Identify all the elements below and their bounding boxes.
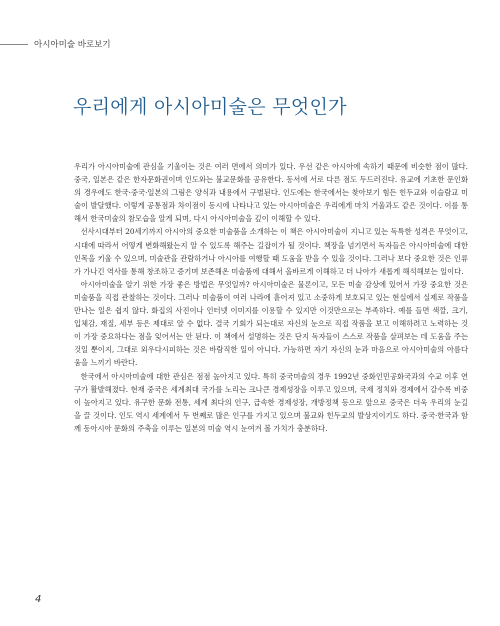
paragraph: 우리가 아시아미술에 관심을 기울이는 것은 여러 면에서 의미가 있다. 우선 같은 아시아에 속하기 때문에 비슷한 점이 많다. 중국, 일본은 같은 한자문화권이며 인도와는 불교문화를 공유한다. 동서에 서로 다른 점도 두드러진다. 유교에 기초한 문인화의 경우에도 한국·중국·일본의 그림은 양식과 내용에서 구별된다. 인도에는 한국에서는 찾아보기 힘든 힌두교와 이슬람교 미술이 발달했다. 이렇게 공통점과 차이점이 동시에 나타나고 있는 아시아미술은 우리에게 마치 거울과도 같은 것이다. 이를 통해서 한국미술의 참모습을 알게 되며, 다시 아시아미술을 깊이 이해할 수 있다. [74,162,468,224]
paragraph: 선사시대부터 20세기까지 아시아의 중요한 미술품을 소개하는 이 책은 아시아미술이 지니고 있는 독특한 성격은 무엇이고, 시대에 따라서 어떻게 변화해왔는지 알 수 있도록 해주는 길잡이가 될 것이다. 책장을 넘기면서 독자들은 아시아미술에 대한 인목을 키울 수 있으며, 미술관을 관람하거나 아시아를 여행할 때 도움을 받을 수 있을 것이다. 그러나 보다 중요한 것은 인류가 가나긴 역사를 통해 창조하고 증기며 보존해온 미술품에 대해서 올바르게 이해하고 더 나아가 새롭게 해석해보는 일이다. [74,227,468,276]
header-rule [0,44,28,45]
body-text [74,160,468,435]
chapter-title: 우리에게 아시아미술은 무엇인가 [73,96,347,118]
page-number: 4 [35,594,42,605]
paragraph: 한국에서 아시아미술에 대한 관심은 점점 높아지고 있다. 특히 중국미술의 경우 1992년 중화인민공화국과의 수교 이후 연구가 활발해졌다. 현재 중국은 세계최대 국가를 노리는 크나큰 경제성장을 이루고 있으며, 국제 정치와 경제에서 갈수록 비중이 높아지고 있다. 유구한 문화 전통, 세계 최다의 인구, 급속한 경제성장, 개방정책 등으로 앞으로 중국은 더욱 우리의 눈길을 끌 것이다. 인도 역시 세계에서 두 번째로 많은 인구를 가지고 있으며 불교와 힌두교의 발상지이기도 하다. 중국·한국과 함께 동아시아 문화의 주축을 이루는 일본의 미술 역시 눈여겨 볼 가치가 충분하다. [74,371,468,433]
running-header: 아시아미술 바로보기 [34,40,111,50]
paragraph: 아시아미술을 알기 위한 가장 좋은 방법은 무엇일까? 아시아미술은 물론이고, 모든 미술 감상에 있어서 가장 중요한 것은 미술품을 직접 관찰하는 것이다. 그러나 미술품이 여러 나라에 흩어져 있고 소중하게 보호되고 있는 현실에서 실제로 작품을 만나는 일은 쉽지 않다. 화집의 사진이나 인터넷 이미지를 이용할 수 있지만 이것만으로는 부족하다. 예를 들면 색깔, 크기, 입체감, 재질, 세부 등은 제대로 알 수 없다. 결국 기회가 되는대로 자신의 눈으로 직접 작품을 보고 이해하려고 노력하는 것이 가장 중요하다는 점을 잊어서는 안 된다. 이 책에서 설명하는 것은 단지 독자들이 스스로 작품을 살펴보는 데 도움을 주는 것일 뿐이지, 그대로 외우다시피하는 것은 바람직한 일이 아니다. 가능하면 자기 자신의 눈과 마음으로 아시아미술의 아름다움을 느끼기 바란다. [74,279,468,368]
